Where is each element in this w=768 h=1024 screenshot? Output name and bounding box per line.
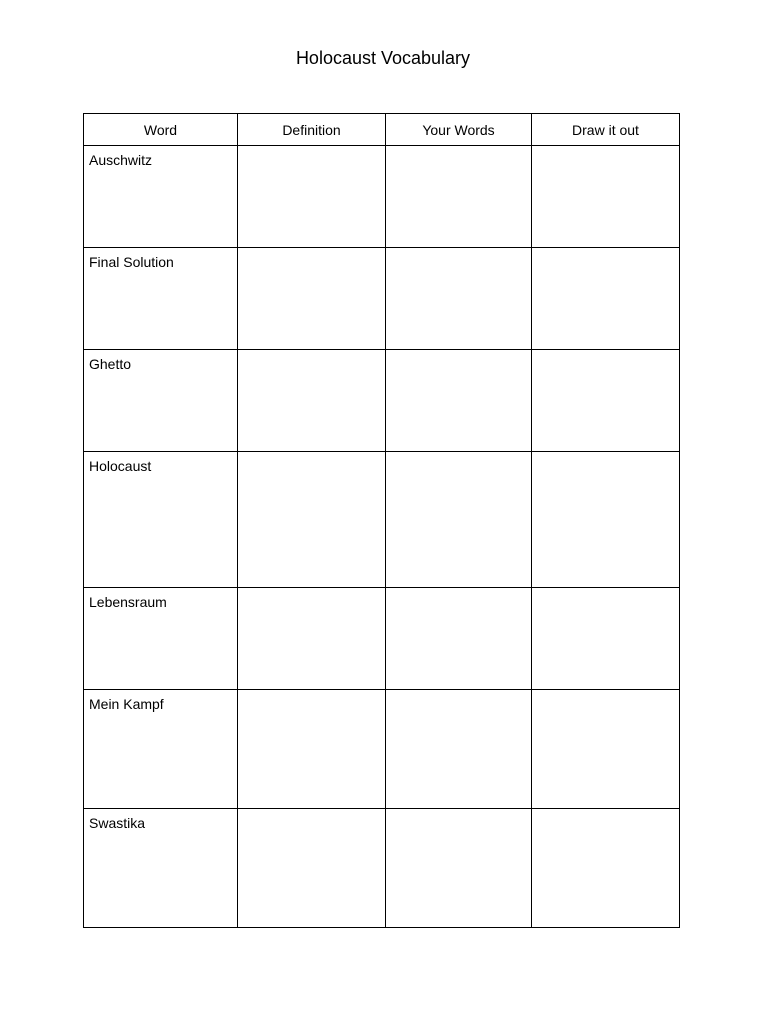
word-cell: Ghetto (84, 350, 238, 452)
your-words-cell[interactable] (386, 690, 532, 809)
definition-cell[interactable] (238, 690, 386, 809)
draw-it-out-cell[interactable] (532, 690, 680, 809)
your-words-cell[interactable] (386, 248, 532, 350)
draw-it-out-cell[interactable] (532, 809, 680, 928)
table-row (84, 809, 680, 928)
table-header-row (84, 114, 680, 146)
page-title: Holocaust Vocabulary (295, 48, 471, 68)
definition-cell[interactable] (238, 350, 386, 452)
header-word: Word (84, 114, 238, 146)
draw-it-out-cell[interactable] (532, 588, 680, 690)
header-definition: Definition (238, 114, 386, 146)
definition-cell[interactable] (238, 452, 386, 588)
table-row (84, 146, 680, 248)
your-words-cell[interactable] (386, 452, 532, 588)
your-words-cell[interactable] (386, 588, 532, 690)
your-words-cell[interactable] (386, 809, 532, 928)
your-words-cell[interactable] (386, 350, 532, 452)
draw-it-out-cell[interactable] (532, 146, 680, 248)
table-row (84, 350, 680, 452)
header-draw-it-out: Draw it out (532, 114, 680, 146)
draw-it-out-cell[interactable] (532, 452, 680, 588)
table-row (84, 690, 680, 809)
vocabulary-table (83, 113, 680, 928)
word-cell: Auschwitz (84, 146, 238, 248)
definition-cell[interactable] (238, 248, 386, 350)
draw-it-out-cell[interactable] (532, 350, 680, 452)
word-cell: Mein Kampf (84, 690, 238, 809)
header-your-words: Your Words (386, 114, 532, 146)
word-cell: Lebensraum (84, 588, 238, 690)
draw-it-out-cell[interactable] (532, 248, 680, 350)
table-row (84, 452, 680, 588)
word-cell: Final Solution (84, 248, 238, 350)
definition-cell[interactable] (238, 809, 386, 928)
definition-cell[interactable] (238, 146, 386, 248)
table-row (84, 588, 680, 690)
definition-cell[interactable] (238, 588, 386, 690)
your-words-cell[interactable] (386, 146, 532, 248)
word-cell: Holocaust (84, 452, 238, 588)
table-row (84, 248, 680, 350)
word-cell: Swastika (84, 809, 238, 928)
